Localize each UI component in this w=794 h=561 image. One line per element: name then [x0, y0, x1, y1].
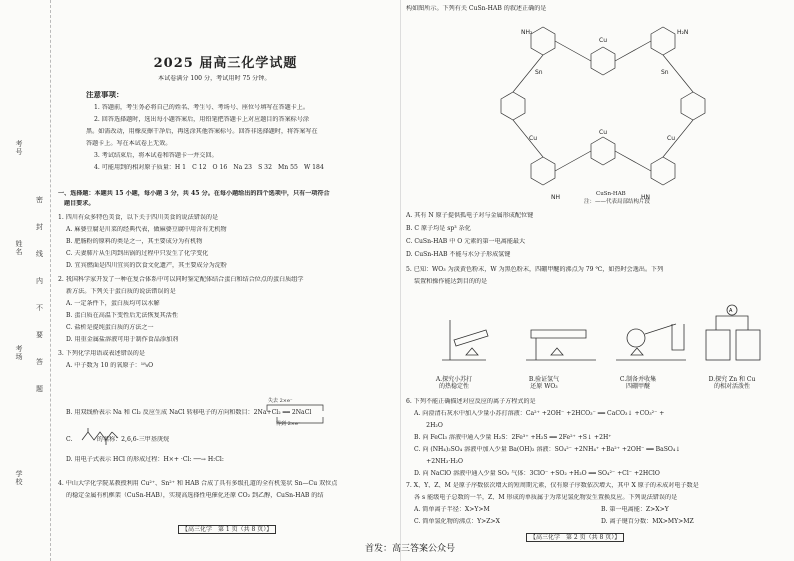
question-4: 4. 中山大学化学院某教授利用 Cu²⁺、Sn²⁺ 和 HAB 合成了具有多级孔道的全有机笼状 Sn—Cu 双位点 [58, 480, 338, 487]
q2-option: A. 一定条件下，蛋白质均可以水解 [66, 300, 160, 307]
q4-option: C. CuSn-HAB 中 O 元素的第一电离能最大 [406, 238, 526, 245]
q3-bridge-top: 失去 2×e⁻ [268, 398, 293, 404]
left-column [58, 0, 393, 561]
q3-option-a: A. 中子数为 10 的氧原子：¹⁸₈O [66, 362, 154, 369]
svg-text:Cu: Cu [599, 37, 607, 44]
question-7-cont: 各 s 能级电子总数的一半，Z、M 形成的单质属于为常见氢化物发生置换反应。下列说法错误的是 [414, 494, 678, 501]
seal-char: 内 [36, 277, 43, 285]
seal-char: 线 [36, 250, 43, 258]
q6-option: C. 向 (NH₄)₂SO₄ 溶液中加入少量 Ba(OH)₂ 溶液：SO₄²⁻ +2NH₄⁺ +Ba²⁺ +2OH⁻ ══ BaSO₄↓ [414, 446, 681, 453]
exam-title: 2025 届高三化学试题 [153, 56, 298, 71]
q6-option: 2H₂O [414, 422, 443, 429]
q1-option: A. 麻婆豆腐是川菜的经典代表，做麻婆豆腐中用含有无机物 [66, 226, 227, 233]
q1-option: B. 肥肠粉的原料的类是之一，其主要成分为有机物 [66, 238, 203, 245]
q6-option: B. 向 FeCl₃ 溶液中通入少量 H₂S：2Fe³⁺ +H₂S ══ 2Fe²⁺ +S↓ +2H⁺ [414, 434, 612, 441]
question-5: 5. 已知：WO₃ 为淡黄色粉末，W 为黑色粉末，四硼甲醚的沸点为 79 ℃，如热时会逸出。下列 [406, 266, 664, 273]
q7-option: A. 简单离子半径：X>Y>M [414, 506, 490, 513]
notice-item: 2. 回答选择题时，选出每小题答案后，用铅笔把答题卡上对应题目的答案标号涂 [94, 116, 309, 123]
q2-option: D. 用重金属盐溶液可用于制作食品添加剂 [66, 336, 179, 343]
seal-char: 要 [36, 331, 43, 339]
seal-char: 密 [36, 196, 43, 204]
q1-option: D. 宜宾燃面是四川宜宾的饮食文化遗产，其主要成分为淀粉 [66, 262, 227, 269]
q7-option: B. 第一电离能：Z>X>Y [601, 506, 669, 513]
question-7: 7. X、Y、Z、M 是原子序数依次增大的短周期元素，仅有原子序数依次增大，其中 X 原子的未成对电子数是 [406, 482, 699, 489]
notice-item: 1. 答题前，考生务必将自己的姓名、考生号、考场号、座位号填写在答题卡上。 [94, 104, 309, 111]
notice-item: 3. 考试结束后，将本试卷和答题卡一并交回。 [94, 152, 218, 159]
q6-option: +2NH₃·H₂O [414, 458, 463, 465]
cusn-hab-structure [491, 14, 716, 212]
svg-text:HN: HN [641, 194, 650, 201]
question-2: 2. 我国科学家开发了一种在复合体系中可以同时鉴定配体结合蛋白和结合位点的蛋白质组学 [58, 276, 304, 283]
q7-option: C. 简单氢化物的沸点：Y>Z>X [414, 518, 500, 525]
question-2-cont: 新方法。下列关于蛋白质的说法错误的是 [66, 288, 176, 295]
q6-option: D. 向 NaClO 溶液中通入少量 SO₂ 气体：3ClO⁻ +SO₂ +H₂O ══ SO₄²⁻ +Cl⁻ +2HClO [414, 470, 660, 477]
svg-text:Cu: Cu [529, 135, 537, 142]
structure-caption: CuSn-HAB [596, 191, 626, 197]
svg-text:A: A [729, 308, 733, 314]
page-footer-left: 【高三化学 第 1 页（共 8 页）】 [178, 524, 276, 533]
apparatus-label-b: B.验证氢气 还原 WO₃ [528, 376, 560, 390]
question-4-cont: 的稳定金属有机框架（CuSn-HAB），实现高选择性电催化还原 CO₂ 到乙醇，CuSn-HAB 的结 [66, 492, 324, 499]
q4-option: B. C 原子均是 sp³ 杂化 [406, 225, 471, 232]
q3-option-d: D. 用电子式表示 HCl 的形成过程：H×+ ·Cl: ──→ H:Cl: [66, 456, 224, 463]
q4-option: A. 其有 N 原子提供孤电子对与金属形成配位键 [406, 212, 534, 219]
svg-text:Sn: Sn [535, 69, 543, 76]
question-3: 3. 下列化学用语或表述错误的是 [58, 350, 145, 357]
q3-option-b: B. 用双线桥表示 Na 和 Cl₂ 反应生成 NaCl 转移电子的方向和数目：2Na+Cl₂ ══ 2NaCl [66, 409, 312, 416]
q4-option: D. CuSn-HAB 不能与水分子形成氢键 [406, 251, 511, 258]
notice-heading: 注意事项： [86, 91, 124, 99]
notice-item: 答题卡上。写在本试卷上无效。 [86, 140, 172, 147]
svg-text:NH₂: NH₂ [521, 29, 533, 36]
q2-option: B. 蛋白质在高温下变性后无法恢复其活性 [66, 312, 178, 319]
q6-option: A. 向澄清石灰水中加入少量小苏打溶液：Ca²⁺ +2OH⁻ +2HCO₃⁻ ══ CaCO₃↓ +CO₃²⁻ + [414, 410, 665, 417]
q4-intro: 构如图所示。下列有关 CuSn-HAB 的叙述正确的是 [406, 5, 547, 12]
apparatus-label-c: C.制备并收集 四硼甲醚 [619, 376, 657, 390]
structure-legend: 注：——代表局部结构片段 [584, 199, 651, 205]
svg-text:Cu: Cu [599, 129, 607, 136]
page-footer-right: 【高三化学 第 2 页（共 8 页）】 [526, 532, 624, 541]
publisher-watermark: 首发：高三答案公众号 [364, 544, 455, 554]
exam-subtitle: 本试卷满分 100 分，考试用时 75 分钟。 [158, 75, 271, 82]
q2-option: C. 盐析是提纯蛋白质的方法之一 [66, 324, 154, 331]
notice-item: 黑。如需改动，用橡皮擦干净后，再选涂其他答案标号。回答非选择题时，将答案写在 [86, 128, 318, 135]
question-5-cont: 装置和操作能达到目的的是 [414, 278, 488, 285]
svg-text:Sn: Sn [661, 69, 669, 76]
question-1: 1. 四川有众多特色美食，以下关于四川美食的说法错误的是 [58, 214, 219, 221]
svg-text:NH: NH [551, 194, 560, 201]
seal-char: 封 [36, 223, 43, 231]
seal-char: 答 [36, 358, 43, 366]
q7-option: D. 离子键百分数：MX>MY>MZ [601, 518, 694, 525]
notice-item: 4. 可能用到的相对原子质量：H 1 C 12 O 16 Na 23 S 32 Mn 55 W 184 [94, 164, 324, 171]
svg-text:H₂N: H₂N [677, 29, 689, 36]
q3-bridge-bottom: 得到 2×e⁻ [276, 421, 301, 427]
lab-apparatus-figure [436, 300, 776, 375]
margin-label-room: 考场 [15, 345, 23, 361]
q3-option-c: C. 的名称：2,6,6-三甲基庚烷 [66, 436, 170, 443]
q1-option: C. 夫妻肺片从生肉到出锅的过程中只发生了化学变化 [66, 250, 209, 257]
column-divider [400, 0, 401, 561]
apparatus-label-d: D.探究 Zn 和 Cu 的相对活泼性 [708, 376, 756, 390]
right-column [406, 0, 786, 561]
binding-margin [0, 0, 51, 561]
seal-char: 不 [36, 304, 43, 312]
section-heading-cont: 题目要求。 [64, 200, 95, 207]
margin-label-exam-number: 考号 [15, 140, 23, 156]
apparatus-label-a: A.探究小苏打 的热稳定性 [435, 376, 473, 390]
section-heading: 一、选择题：本题共 15 小题，每小题 3 分，共 45 分。在每小题给出的四个选项中，只有一项符合 [58, 190, 330, 197]
question-6: 6. 下列不能正确描述对应反应的离子方程式的是 [406, 398, 536, 405]
margin-label-name: 姓名 [15, 240, 23, 256]
svg-text:Cu: Cu [667, 135, 675, 142]
margin-label-school: 学校 [15, 470, 23, 486]
seal-char: 题 [36, 385, 43, 393]
